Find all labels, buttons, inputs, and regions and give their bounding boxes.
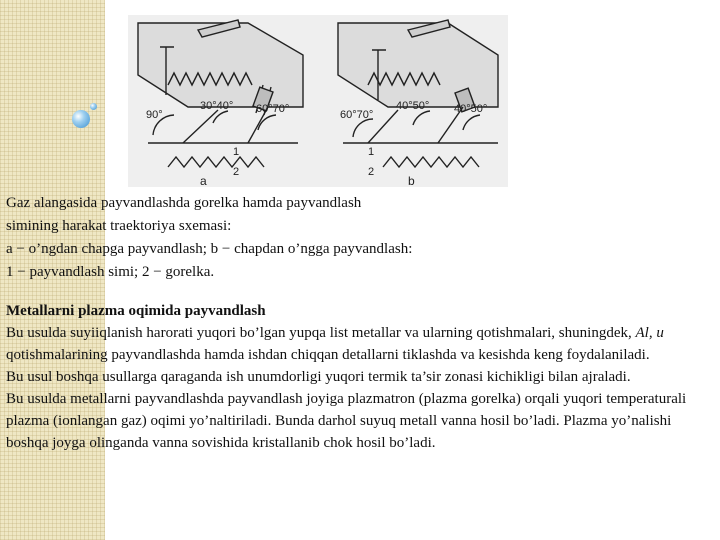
label-b: b	[408, 174, 415, 187]
arc-b3	[463, 115, 480, 130]
paragraph-1-alloy: Al, u	[635, 325, 664, 341]
figure-caption	[6, 192, 706, 284]
paragraph-1	[6, 322, 706, 366]
arc-b2	[413, 111, 430, 125]
angle-label-a3: 60°70°	[256, 103, 290, 115]
section-heading: Metallarni plazma oqimida payvandlash	[6, 303, 266, 319]
caption-line-3: a − o’ngdan chapga payvandlash; b − chapdan o’ngga payvandlash:	[6, 241, 413, 257]
label-two-a: 2	[233, 166, 240, 178]
caption-line-4: 1 − payvandlash simi; 2 − gorelka.	[6, 264, 215, 280]
paragraph-2: Bu usul boshqa usullarga qaraganda ish unumdorligi yuqori termik ta’sir zonasi kichikligi bilan ajraladi.	[6, 369, 631, 385]
angle-label-b1: 60°70°	[340, 109, 374, 121]
caption-line-1: Gaz alangasida payvandlashda gorelka hamda payvandlash	[6, 195, 362, 211]
welding-trajectory-diagram	[128, 15, 508, 187]
label-one-a: 1	[233, 146, 240, 158]
angle-label-a1: 90°	[146, 109, 163, 121]
label-a: a	[200, 174, 207, 187]
workpiece-a	[138, 23, 303, 107]
angle-label-a2: 30°40°	[200, 100, 234, 112]
trajectory-a	[168, 157, 264, 167]
decorative-bubble-large	[72, 110, 90, 128]
arc-a3	[258, 115, 276, 130]
decorative-bubble-small	[90, 103, 97, 110]
trajectory-b	[383, 157, 479, 167]
paragraph-1-text-b: qotishmalarining payvandlashda hamda ishdan chiqqan detallarni tiklashda va kesishda keng foydalaniladi.	[6, 347, 650, 363]
wire-line-a	[183, 110, 218, 143]
welding-diagram-figure	[128, 15, 508, 187]
arc-b1	[353, 119, 373, 137]
label-one-b: 1	[368, 146, 375, 158]
plasma-welding-section	[6, 300, 706, 454]
paragraph-1-text-a: Bu usulda suyiiqlanish harorati yuqori bo’lgan yupqa list metallar va ularning qotishmalari, shuningdek,	[6, 325, 636, 341]
angle-label-b3: 40°50°	[454, 103, 488, 115]
caption-line-2: simining harakat traektoriya sxemasi:	[6, 218, 232, 234]
paragraph-3: Bu usulda metallarni payvandlashda payvandlash joyiga plazmatron (plazma gorelka) orqali yuqori temperaturali plazma (ionlangan gaz) oqimi yo’naltiriladi. Bunda darhol suyuq metall vanna hosil bo’ladi. Plazma yo’nalishi boshqa joyga olinganda vanna sovishida kristallanib chok hosil bo’ladi.	[6, 391, 687, 451]
label-two-b: 2	[368, 166, 375, 178]
angle-label-b2: 40°50°	[396, 100, 430, 112]
